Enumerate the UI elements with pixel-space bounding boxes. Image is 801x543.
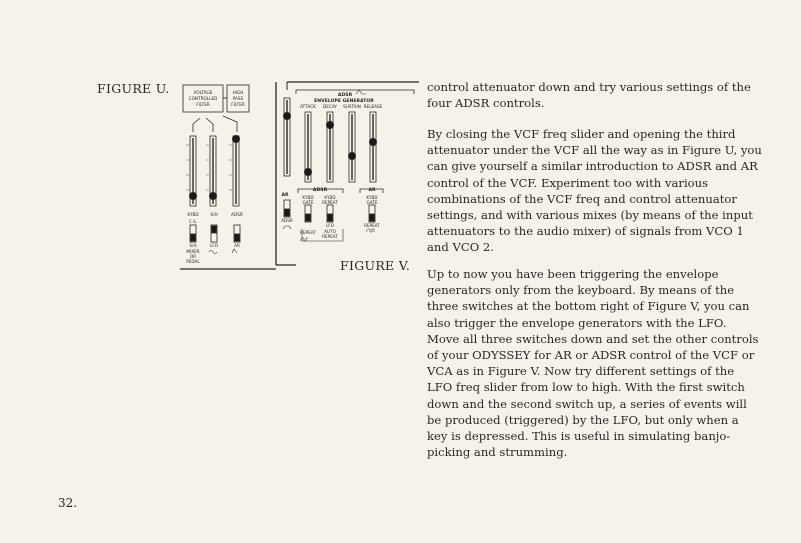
- vcf-box-line2: CONTROLLED: [188, 96, 218, 101]
- group-label-ar: AR: [368, 188, 376, 193]
- sw2-bottom-auto: AUTO: [324, 229, 336, 234]
- sw3-top-1: KYBD: [366, 195, 378, 200]
- figure-v-diagram: [276, 82, 419, 265]
- switch-top-label-cs: C.S.: [188, 219, 198, 224]
- paragraph-1: control attenuator down and try various settings of the four ADSR controls.: [427, 80, 751, 111]
- slider-label-attack: ATTACK: [300, 104, 316, 109]
- slider-knob-left: [283, 112, 290, 119]
- sw1-bottom-repeat: REPEAT: [300, 230, 316, 235]
- paragraph-3: Up to now you have been triggering the envelope generators only from the keyboard. By means of the three switches at the bottom right of Figure V, you can also trigger the envelope generators with the LFO. Move all three switches down and set the other controls of your ODYSSEY for AR or ADSR control of the VCF or VCA as in Figure V. Now try different settings of the LFO freq slider from low to high. With the first switch down and the second switch up, a series of events will be produced (triggered) by the LFO, but only when a key is depressed. This is useful in simulating banjo-picking and strumming.: [427, 267, 759, 460]
- hpf-box-line2: PASS: [232, 96, 244, 101]
- slider-knob-sh: [209, 192, 216, 199]
- figure-u-diagram: [180, 85, 276, 269]
- slider-knob-decay: [326, 121, 333, 128]
- slider-knob-sustain: [348, 152, 355, 159]
- slider-knob-attack: [304, 168, 311, 175]
- paragraph-2: By closing the VCF freq slider and opening the third attenuator under the VCF all the way as in Figure U, you can give yourself a similar introduction to ADSR and AR control of the VCF. Experiment too with various combinations of the VCF freq and control attenuator settings, and with various mixes (by means of the input attenuators to the audio mixer) of signals from VCO 1 and VCO 2.: [427, 127, 762, 255]
- slider-label-sustain: SUSTAIN: [343, 104, 361, 109]
- slider-knob-kybd: [189, 192, 196, 199]
- slider-label-decay: DECAY: [323, 104, 337, 109]
- figure-v-caption: FIGURE V.: [340, 258, 411, 273]
- slider-label-release: RELEASE: [363, 104, 383, 109]
- group-label-adsr: ADSR: [312, 188, 328, 193]
- switch-label-sh: S/H: [189, 243, 197, 248]
- sw1-top-2: GATE: [302, 200, 314, 205]
- fig-v-title-adsr: ADSR: [337, 93, 353, 98]
- slider-label-sh: S/H: [210, 212, 218, 217]
- note-line3: PEDAL: [186, 259, 200, 264]
- figure-u-caption: FIGURE U.: [97, 81, 170, 96]
- sw3-top-2: GATE: [366, 200, 378, 205]
- left-label-ar: AR: [281, 193, 289, 198]
- note-line1: MIXER: [186, 249, 200, 254]
- switch-label-lfo: LFO: [209, 243, 219, 248]
- slider-knob-release: [369, 138, 376, 145]
- switch-label-ar: AR: [234, 243, 240, 248]
- hpf-box-line3: FILTER: [231, 102, 245, 107]
- slider-label-adsr: ADSR: [231, 212, 243, 217]
- left-bottom-adsr: ADSR: [281, 218, 293, 223]
- sw3-bottom-repeat: REPEAT: [364, 223, 380, 228]
- note-line2: OR: [189, 254, 197, 259]
- sw2-bottom-lfo: LFO: [325, 223, 335, 228]
- slider-knob-adsr: [232, 135, 239, 142]
- vcf-box-line3: FILTER: [196, 102, 210, 107]
- sw2-bottom-repeat: REPEAT: [322, 234, 338, 239]
- fig-v-title-eg: ENVELOPE GENERATOR: [314, 99, 374, 104]
- page-number: 32.: [58, 496, 78, 510]
- vcf-box-line1: VOLTAGE: [193, 90, 213, 95]
- slider-label-kybd: KYBD: [187, 212, 199, 217]
- sw2-top-1: KYBD: [324, 195, 336, 200]
- hpf-box-line1: HIGH: [232, 90, 244, 95]
- sw1-top-1: KYBD: [302, 195, 314, 200]
- sw2-top-2: REPEAT: [322, 200, 338, 205]
